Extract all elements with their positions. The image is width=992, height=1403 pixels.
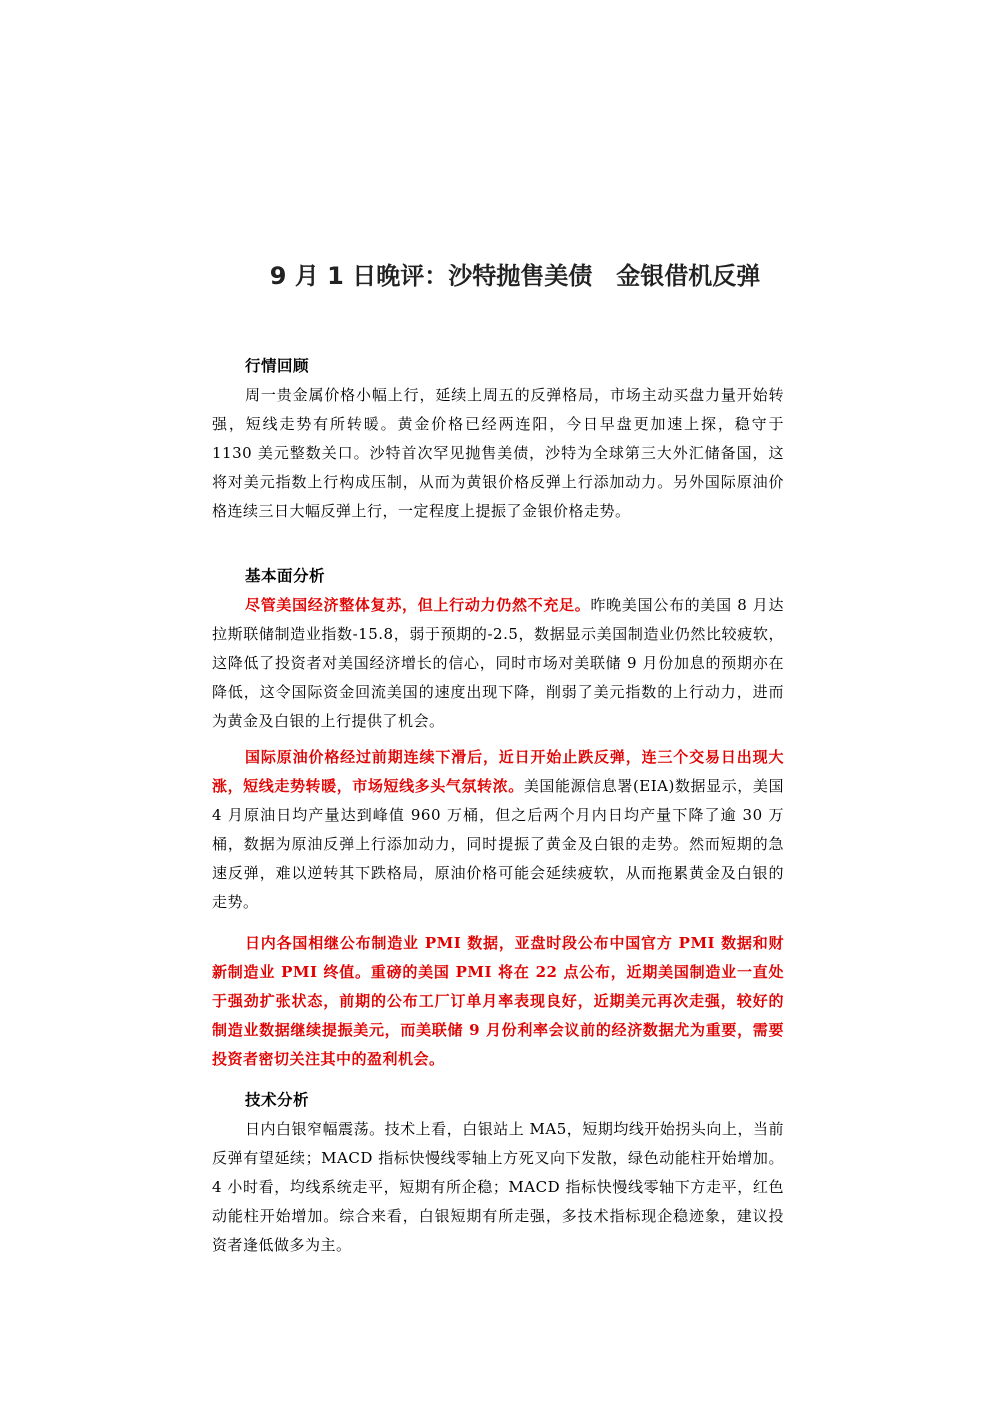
fundamental-p2-text: 美国能源信息署(EIA)数据显示，美国 4 月原油日均产量达到峰值 960 万桶，但之后两个月内日均产量下降了逾 30 万桶，数据为原油反弹上行添加动力，同时提振了黄金及白银的走势。然而短期的急速反弹，难以逆转其下跌格局，原油价格可能会延续疲软，从而拖累黄金及白银的走势。 [212, 777, 784, 911]
fundamental-p1-emphasis: 尽管美国经济整体复苏，但上行动力仍然不充足。 [245, 596, 591, 614]
fundamental-paragraph-3: 日内各国相继公布制造业 PMI 数据，亚盘时段公布中国官方 PMI 数据和财新制造业 PMI 终值。重磅的美国 PMI 将在 22 点公布，近期美国制造业一直处于强劲扩张状态，前期的公布工厂订单月率表现良好，近期美元再次走强，较好的制造业数据继续提振美元，而美联储 9 月份利率会议前的经济数据尤为重要，需要投资者密切关注其中的盈利机会。 [212, 934, 784, 1068]
section-heading-technical: 技术分析 [245, 1091, 310, 1109]
fundamental-p1-text: 昨晚美国公布的美国 8 月达拉斯联储制造业指数-15.8，弱于预期的-2.5，数据显示美国制造业仍然比较疲软，这降低了投资者对美国经济增长的信心，同时市场对美联储 9 月份加息的预期亦在降低，这令国际资金回流美国的速度出现下降，削弱了美元指数的上行动力，进而为黄金及白银的上行提供了机会。 [212, 596, 784, 730]
section-fundamental-pmi [212, 929, 784, 1074]
review-paragraph: 周一贵金属价格小幅上行，延续上周五的反弹格局，市场主动买盘力量开始转强，短线走势有所转暖。黄金价格已经两连阳，今日早盘更加速上探，稳守于 1130 美元整数关口。沙特首次罕见抛售美债，沙特为全球第三大外汇储备国，这将对美元指数上行构成压制，从而为黄银价格反弹上行添加动力。另外国际原油价格连续三日大幅反弹上行，一定程度上提振了金银价格走势。 [212, 386, 784, 520]
section-heading-fundamental: 基本面分析 [245, 567, 326, 585]
section-market-review [212, 352, 784, 526]
section-fundamental-oil [212, 743, 784, 917]
section-technical-analysis [212, 1086, 784, 1260]
fundamental-p2-emphasis: 国际原油价格经过前期连续下滑后，近日开始止跌反弹，连三个交易日出现大涨，短线走势转暖，市场短线多头气氛转浓。 [212, 748, 784, 795]
section-heading-review: 行情回顾 [245, 357, 310, 375]
document-title: 9 月 1 日晚评：沙特抛售美债 金银借机反弹 [269, 262, 761, 290]
technical-paragraph: 日内白银窄幅震荡。技术上看，白银站上 MA5，短期均线开始拐头向上，当前反弹有望延续；MACD 指标快慢线零轴上方死叉向下发散，绿色动能柱开始增加。4 小时看，均线系统走平，短期有所企稳；MACD 指标快慢线零轴下方走平，红色动能柱开始增加。综合来看，白银短期有所走强，多技术指标现企稳迹象，建议投资者逢低做多为主。 [212, 1120, 784, 1254]
section-fundamental-analysis [212, 562, 784, 736]
fundamental-paragraph-2 [212, 743, 784, 917]
fundamental-paragraph-1 [212, 591, 784, 736]
